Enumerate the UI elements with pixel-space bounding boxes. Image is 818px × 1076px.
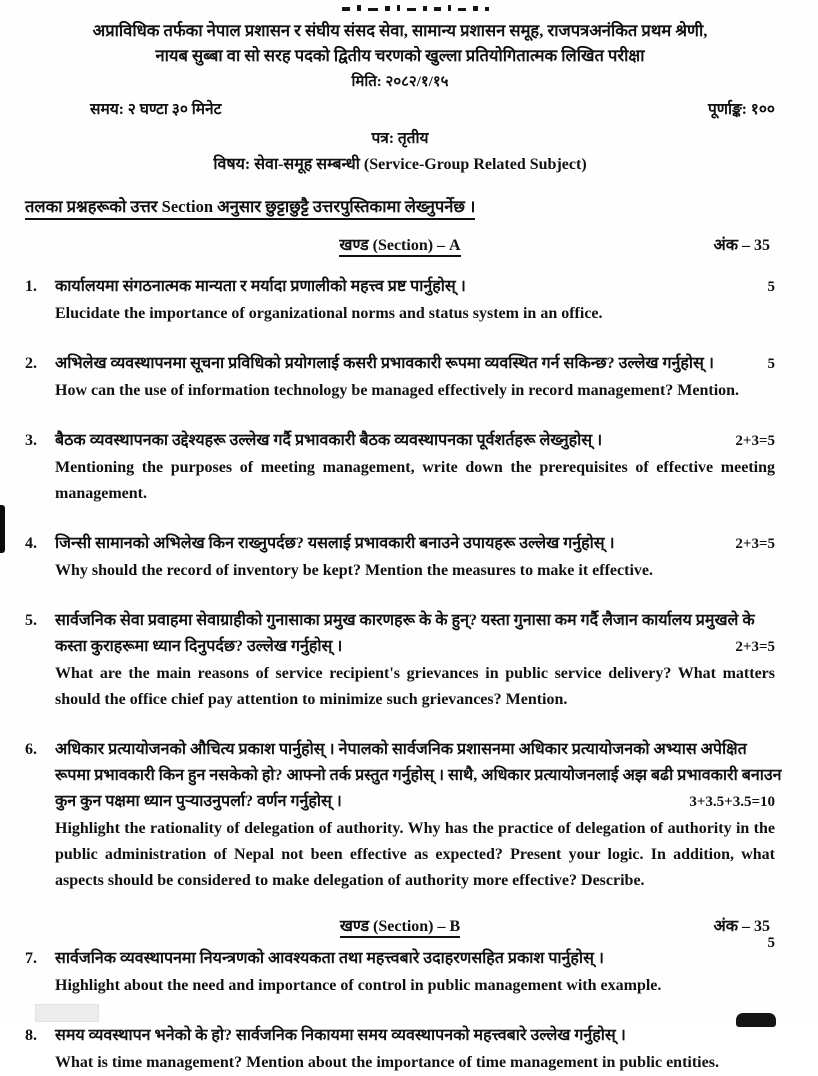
exam-title-line2: नायब सुब्बा वा सो सरह पदको द्वितीय चरणको खुल्ला प्रतियोगितात्मक लिखित परीक्षा [155, 46, 645, 65]
question-english: Elucidate the importance of organizational norms and status system in an office. [55, 305, 603, 322]
question-marks: 5 [767, 279, 775, 295]
question-2 [25, 351, 775, 404]
section-a-marks: अंक – 35 [713, 237, 770, 254]
question-english: Mentioning the purposes of meeting management, write down the prerequisites of effective meeting management. [55, 459, 775, 502]
question-nepali: कुन कुन पक्षमा ध्यान पुऱ्याउनुपर्ला? वर्णन गर्नुहोस् । [55, 793, 342, 810]
question-nepali: जिन्सी सामानको अभिलेख किन राख्नुपर्दछ? यसलाई प्रभावकारी बनाउने उपायहरू उल्लेख गर्नुहोस् । [55, 535, 615, 552]
question-4 [25, 531, 775, 584]
question-nepali: कार्यालयमा संगठनात्मक मान्यता र मर्यादा प्रणालीको महत्त्व प्रष्ट पार्नुहोस् । [55, 278, 466, 295]
question-marks: 5 [767, 356, 775, 372]
question-3 [25, 428, 775, 507]
question-number: 5. [25, 612, 37, 629]
question-nepali: सार्वजनिक व्यवस्थापनमा नियन्त्रणको आवश्यकता तथा महत्त्वबारे उदाहरणसहित प्रकाश पार्नुहोस् । [55, 950, 604, 967]
question-number: 4. [25, 535, 37, 552]
question-english: Why should the record of inventory be kept? Mention the measures to make it effective. [55, 562, 653, 579]
question-nepali: रूपमा प्रभावकारी किन हुन नसकेको हो? आफ्नो तर्क प्रस्तुत गर्नुहोस् । साथै, अधिकार प्रत्यायोजनलाई अझ बढी प्रभावकारी बनाउन [55, 767, 782, 784]
section-b-heading [25, 916, 775, 938]
scan-grayblock-artifact [35, 1004, 99, 1022]
question-english: Highlight about the need and importance of control in public management with example. [55, 977, 662, 994]
question-number: 8. [25, 1027, 37, 1044]
time-marks-row [25, 99, 775, 120]
question-6 [25, 737, 782, 894]
question-number: 1. [25, 278, 37, 295]
exam-duration: समय: २ घण्टा ३० मिनेट [90, 101, 222, 118]
exam-date: मिति: २०८२/१/१५ [351, 74, 449, 90]
clipped-top-text [55, 0, 775, 11]
section-a-heading [25, 235, 775, 257]
scan-edge-artifact [0, 505, 5, 553]
subject-title: विषय: सेवा-समूह सम्बन्धी (Service-Group Related Subject) [213, 156, 587, 173]
question-1 [25, 274, 775, 327]
question-marks: 2+3=5 [735, 639, 775, 655]
scan-smudge-artifact [736, 1013, 776, 1027]
full-marks: पूर्णाङ्क: १०० [707, 101, 775, 118]
question-nepali: सार्वजनिक सेवा प्रवाहमा सेवाग्राहीको गुनासाका प्रमुख कारणहरू के के हुन्? यस्ता गुनासा कम गर्दै लैजान कार्यालय प्रमुखले के [55, 612, 755, 629]
question-nepali: बैठक व्यवस्थापनका उद्देश्यहरू उल्लेख गर्दै प्रभावकारी बैठक व्यवस्थापनका पूर्वशर्तहरू लेख्नुहोस् । [55, 432, 603, 449]
exam-title-line1: अप्राविधिक तर्फका नेपाल प्रशासन र संघीय संसद सेवा, सामान्य प्रशासन समूह, राजपत्रअनंकित प्रथम श्रेणी, [92, 21, 708, 40]
question-number: 7. [25, 950, 37, 967]
question-number: 6. [25, 741, 37, 758]
section-a-title: खण्ड (Section) – A [339, 237, 460, 257]
question-marks: 2+3=5 [735, 536, 775, 552]
section-b-title: खण्ड (Section) – B [340, 918, 460, 938]
question-5 [25, 608, 775, 713]
question-english: Highlight the rationality of delegation of authority. Why has the practice of delegation of authority in the public administration of Nepal not been effective as expected? Present your logic. In addition, what aspects should be considered to make delegation of authority more effective? Describe. [55, 820, 775, 889]
question-english: What is time management? Mention about the importance of time management in public entities. [55, 1054, 719, 1071]
question-nepali: अधिकार प्रत्यायोजनको औचित्य प्रकाश पार्नुहोस् । नेपालको सार्वजनिक प्रशासनमा अधिकार प्रत्यायोजनको अभ्यास अपेक्षित [55, 741, 747, 758]
question-nepali: अभिलेख व्यवस्थापनमा सूचना प्रविधिको प्रयोगलाई कसरी प्रभावकारी रूपमा व्यवस्थित गर्न सकिन्छ? उल्लेख गर्नुहोस् । [55, 355, 714, 372]
paper-number: पत्र: तृतीय [371, 130, 429, 147]
general-instruction: तलका प्रश्नहरूको उत्तर Section अनुसार छुट्टाछुट्टै उत्तरपुस्तिकामा लेख्नुपर्नेछ । [25, 195, 775, 218]
question-7 [25, 935, 775, 999]
question-marks: 5 [767, 935, 775, 951]
question-number: 3. [25, 432, 37, 449]
question-english: How can the use of information technology be managed effectively in record management? Mention. [55, 382, 740, 399]
question-8 [25, 1023, 775, 1076]
question-marks: 2+3=5 [735, 433, 775, 449]
question-english: What are the main reasons of service recipient's grievances in public service delivery? What matters should the office chief pay attention to minimize such grievances? Mention. [55, 665, 775, 708]
question-nepali: कस्ता कुराहरूमा ध्यान दिनुपर्दछ? उल्लेख गर्नुहोस् । [55, 638, 343, 655]
section-b-marks: अंक – 35 [713, 918, 770, 935]
question-number: 2. [25, 355, 37, 372]
question-marks: 3+3.5+3.5=10 [689, 794, 775, 810]
question-nepali: समय व्यवस्थापन भनेको के हो? सार्वजनिक निकायमा समय व्यवस्थापनको महत्त्वबारे उल्लेख गर्नुहोस् । [55, 1027, 626, 1044]
